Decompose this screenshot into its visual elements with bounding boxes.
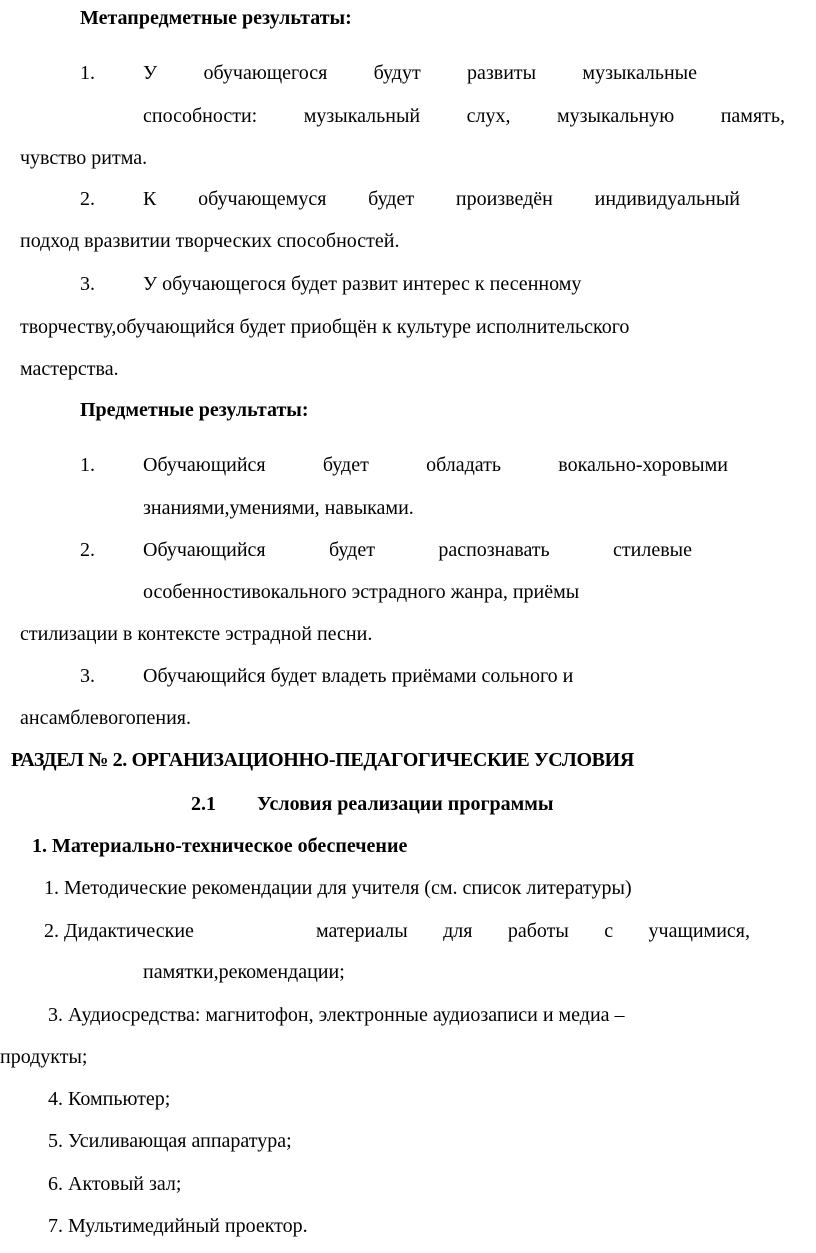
subject-item-2-line-2: особенностивокального эстрадного жанра, приёмы — [143, 581, 580, 603]
word: слух, — [466, 105, 511, 127]
word: обладать — [426, 454, 502, 476]
meta-item-3-line-2: творчеству,обучающийся будет приобщён к культуре исполнительского — [20, 316, 630, 338]
word: Обучающийся — [143, 454, 266, 476]
word: материалы — [316, 920, 408, 942]
material-item-2-line-2: памятки,рекомендации; — [143, 961, 345, 983]
material-heading: 1. Материально-техническое обеспечение — [32, 835, 408, 857]
word: способности: — [143, 105, 258, 127]
subject-item-1-line-1 — [143, 453, 728, 477]
material-item-4: 4. Компьютер; — [48, 1088, 171, 1110]
meta-item-2-number: 2. — [80, 188, 95, 210]
subject-item-3-line-2: ансамблевогопения. — [20, 707, 191, 729]
word: будет — [322, 454, 369, 476]
meta-item-1-line-2 — [143, 104, 785, 128]
word: обучающемуся — [198, 188, 327, 210]
word: будет — [368, 188, 415, 210]
meta-results-heading: Метапредметные результаты: — [80, 7, 352, 29]
word: индивидуальный — [594, 188, 740, 210]
meta-item-2-line-1 — [143, 187, 740, 211]
material-item-2-words — [316, 919, 750, 943]
subject-item-2-number: 2. — [80, 539, 95, 561]
material-item-5: 5. Усиливающая аппаратура; — [48, 1130, 292, 1152]
meta-item-1-line-3: чувство ритма. — [20, 147, 148, 169]
subject-item-2-line-3: стилизации в контексте эстрадной песни. — [20, 623, 373, 645]
meta-item-3-line-3: мастерства. — [20, 358, 119, 380]
word: стилевые — [613, 539, 692, 561]
meta-item-1-line-1 — [143, 61, 697, 85]
subject-item-1-line-2: знаниями,умениями, навыками. — [143, 497, 414, 519]
meta-item-3-number: 3. — [80, 273, 95, 295]
word: развиты — [467, 62, 537, 84]
word: учащимися, — [648, 920, 750, 942]
section-title: РАЗДЕЛ № 2. ОРГАНИЗАЦИОННО-ПЕДАГОГИЧЕСКИЕ УСЛОВИЯ — [11, 749, 634, 771]
meta-item-2-line-2: подход вразвитии творческих способностей. — [20, 230, 400, 252]
word: будет — [329, 539, 375, 561]
word: для — [443, 920, 473, 942]
word: память, — [720, 105, 785, 127]
subject-item-3-line-1: Обучающийся будет владеть приёмами сольного и — [143, 665, 574, 687]
material-item-6: 6. Актовый зал; — [48, 1173, 182, 1195]
word: работы — [507, 920, 569, 942]
word: 2. Дидактические — [44, 920, 194, 942]
word: обучающегося — [203, 62, 328, 84]
word: музыкальный — [303, 105, 421, 127]
subsection-number: 2.1 — [191, 793, 216, 815]
meta-item-1-number: 1. — [80, 62, 95, 84]
word: с — [604, 920, 614, 942]
word: произведён — [455, 188, 553, 210]
material-item-2-line-1 — [44, 919, 750, 943]
subject-item-1-number: 1. — [80, 454, 95, 476]
word: К — [143, 188, 157, 210]
word: музыкальные — [582, 62, 697, 84]
word: Обучающийся — [143, 539, 266, 561]
subsection-title: Условия реализации программы — [257, 793, 554, 815]
material-item-3-line-2: продукты; — [0, 1046, 88, 1068]
word: вокально-хоровыми — [558, 454, 728, 476]
word: У — [143, 62, 158, 84]
meta-item-3-line-1: У обучающегося будет развит интерес к песенному — [143, 273, 582, 295]
material-item-7: 7. Мультимедийный проектор. — [48, 1215, 308, 1237]
word: музыкальную — [556, 105, 675, 127]
material-item-1: 1. Методические рекомендации для учителя (см. список литературы) — [44, 877, 632, 899]
subject-item-3-number: 3. — [80, 665, 95, 687]
word: распознавать — [438, 539, 550, 561]
material-item-3-line-1: 3. Аудиосредства: магнитофон, электронные аудиозаписи и медиа – — [48, 1004, 625, 1026]
word: будут — [373, 62, 421, 84]
subject-item-2-line-1 — [143, 538, 692, 562]
subject-results-heading: Предметные результаты: — [80, 399, 309, 421]
